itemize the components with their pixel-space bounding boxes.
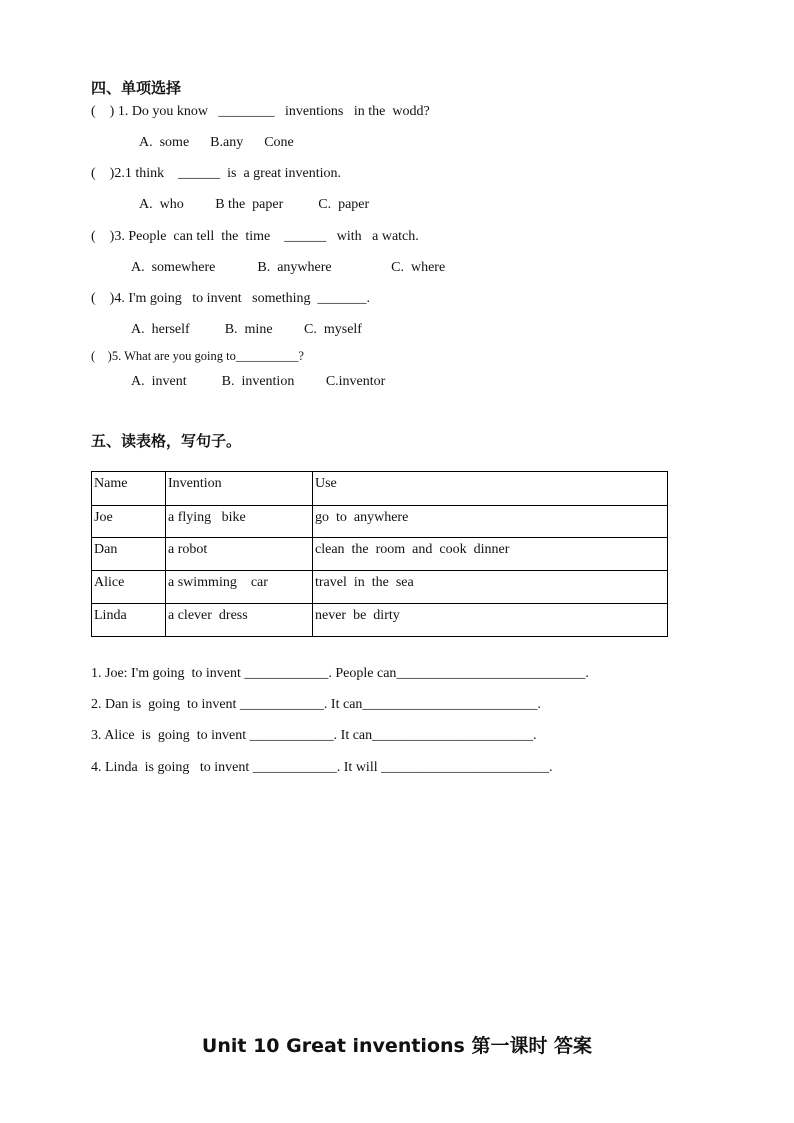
sentence-1: 1. Joe: I'm going to invent ____________. People can___________________________. xyxy=(91,666,589,681)
table-header-cell: Name xyxy=(92,472,166,506)
table-cell: go to anywhere xyxy=(313,506,668,538)
sentence-2: 2. Dan is going to invent ____________. It can_________________________. xyxy=(91,697,541,712)
sentence-4: 4. Linda is going to invent ____________. It will ________________________. xyxy=(91,760,553,775)
section5-heading: 五、读表格，写句子。 xyxy=(91,432,242,450)
table-cell: never be dirty xyxy=(313,604,668,637)
question-3-options: A. somewhere B. anywhere C. where xyxy=(131,260,446,275)
table-cell: a clever dress xyxy=(166,604,313,637)
question-5-options: A. invent B. invention C.inventor xyxy=(131,374,386,389)
table-header-row xyxy=(92,472,668,506)
question-4-stem: ( )4. I'm going to invent something _______. xyxy=(91,291,371,306)
table-cell: Alice xyxy=(92,571,166,604)
table-row xyxy=(92,506,668,538)
inventions-table xyxy=(91,471,668,637)
table-row xyxy=(92,604,668,637)
table-cell: clean the room and cook dinner xyxy=(313,538,668,571)
table-header-cell: Invention xyxy=(166,472,313,506)
table-cell: travel in the sea xyxy=(313,571,668,604)
table-header-cell: Use xyxy=(313,472,668,506)
sentence-3: 3. Alice is going to invent ____________. It can_______________________. xyxy=(91,728,537,743)
question-3-stem: ( )3. People can tell the time ______ with a watch. xyxy=(91,229,419,244)
question-1-stem: ( ) 1. Do you know ________ inventions in the wodd? xyxy=(91,104,430,119)
answer-section-title: Unit 10 Great inventions 第一课时 答案 xyxy=(201,1035,593,1057)
table-cell: a flying bike xyxy=(166,506,313,538)
section4-heading: 四、单项选择 xyxy=(91,79,182,97)
table-cell: Linda xyxy=(92,604,166,637)
table-cell: a swimming car xyxy=(166,571,313,604)
question-2-stem: ( )2.1 think ______ is a great invention. xyxy=(91,166,342,181)
table-row xyxy=(92,538,668,571)
question-2-options: A. who B the paper C. paper xyxy=(139,197,370,212)
question-1-options: A. some B.any Cone xyxy=(139,135,294,150)
table-cell: a robot xyxy=(166,538,313,571)
table-row xyxy=(92,571,668,604)
table-cell: Dan xyxy=(92,538,166,571)
question-4-options: A. herself B. mine C. myself xyxy=(131,322,362,337)
question-5-stem: ( )5. What are you going to__________? xyxy=(91,349,304,363)
table-cell: Joe xyxy=(92,506,166,538)
